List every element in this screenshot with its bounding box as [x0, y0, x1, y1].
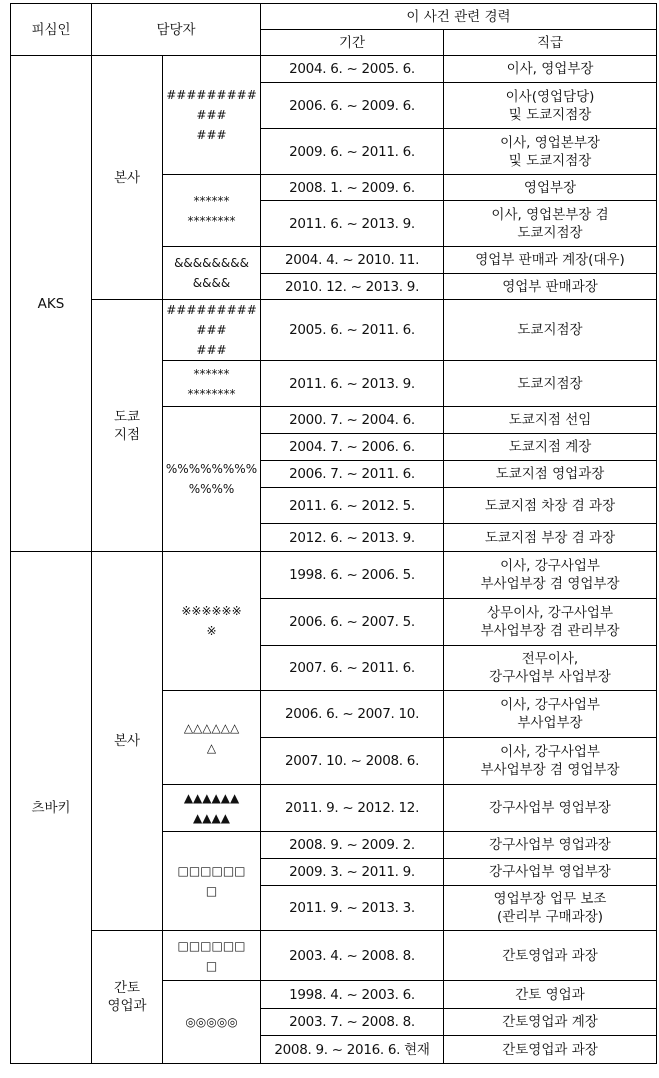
- respondent-cell-text: 츠바키: [31, 799, 71, 816]
- manager-symbol-cell: [163, 832, 261, 931]
- period-cell-text: 2006. 7. ~ 2011. 6.: [289, 466, 415, 482]
- position-cell-text: 전무이사, 강구사업부 사업부장: [489, 651, 611, 685]
- position-cell: [444, 56, 657, 83]
- period-cell: [261, 785, 444, 832]
- manager-symbol-cell-text: □□□□□□ □: [177, 938, 246, 973]
- position-cell: [444, 785, 657, 832]
- manager-symbol-cell-text: &&&&&&&& &&&&: [174, 256, 249, 290]
- period-cell: [261, 300, 444, 361]
- period-cell: [261, 646, 444, 691]
- position-cell: [444, 524, 657, 552]
- period-cell-text: 2011. 9. ~ 2012. 12.: [284, 800, 420, 816]
- position-cell-text: 간토 영업과: [515, 986, 585, 1003]
- period-cell-text: 2006. 6. ~ 2007. 5.: [289, 614, 415, 630]
- period-cell: [261, 552, 444, 599]
- period-cell-text: 1998. 6. ~ 2006. 5.: [289, 567, 415, 583]
- position-cell: [444, 488, 657, 524]
- manager-symbol-cell: [163, 931, 261, 981]
- period-cell: [261, 175, 444, 201]
- period-cell: [261, 247, 444, 274]
- position-cell: [444, 274, 657, 300]
- position-cell-text: 도쿄지점 부장 겸 과장: [484, 529, 616, 546]
- position-cell: [444, 599, 657, 646]
- position-cell-text: 도쿄지점장: [517, 375, 583, 392]
- position-cell: [444, 931, 657, 981]
- respondent-cell-text: AKS: [37, 295, 65, 312]
- position-cell-text: 간토영업과 계장: [502, 1014, 598, 1030]
- position-cell-text: 이사, 영업부장: [506, 61, 594, 77]
- table-row: [11, 931, 657, 981]
- position-cell: [444, 175, 657, 201]
- period-cell-text: 2008. 9. ~ 2016. 6. 현재: [274, 1041, 430, 1058]
- position-cell: [444, 886, 657, 931]
- period-cell: [261, 488, 444, 524]
- position-cell-text: 간토영업과 과장: [502, 947, 598, 964]
- position-cell-text: 도쿄지점 계장: [508, 439, 592, 455]
- period-cell: [261, 56, 444, 83]
- period-cell-text: 2003. 4. ~ 2008. 8.: [289, 947, 415, 964]
- table-row: [11, 56, 657, 83]
- period-cell-text: 2004. 7. ~ 2006. 6.: [289, 439, 415, 455]
- header-respondent: 피심인: [11, 4, 92, 56]
- position-cell: [444, 981, 657, 1009]
- period-cell-text: 2003. 7. ~ 2008. 8.: [289, 1014, 415, 1030]
- manager-symbol-cell-text: ****** ********: [187, 193, 236, 228]
- period-cell: [261, 1036, 444, 1064]
- period-cell-text: 2009. 6. ~ 2011. 6.: [289, 143, 415, 160]
- period-cell-text: 2008. 1. ~ 2009. 6.: [289, 179, 415, 196]
- period-cell: [261, 738, 444, 785]
- manager-symbol-cell-text: ◎◎◎◎◎: [185, 1015, 238, 1029]
- position-cell-text: 이사, 영업본부장 및 도쿄지점장: [500, 134, 600, 169]
- position-cell: [444, 361, 657, 407]
- position-cell: [444, 461, 657, 488]
- header-position: 직급: [444, 30, 657, 56]
- manager-symbol-cell-text: ▲▲▲▲▲▲ ▲▲▲▲: [183, 791, 240, 825]
- position-cell-text: 이사, 강구사업부 부사업부장: [500, 697, 600, 731]
- manager-symbol-cell: [163, 407, 261, 552]
- period-cell: [261, 1009, 444, 1036]
- position-cell: [444, 83, 657, 129]
- position-cell-text: 도쿄지점 차장 겸 과장: [484, 497, 616, 514]
- position-cell-text: 강구사업부 영업과장: [489, 837, 611, 853]
- division-cell-text: 본사: [113, 733, 141, 749]
- position-cell: [444, 300, 657, 361]
- division-cell-text: 도쿄 지점: [113, 408, 141, 443]
- position-cell-text: 영업부장: [523, 179, 577, 196]
- period-cell: [261, 361, 444, 407]
- period-cell-text: 2006. 6. ~ 2009. 6.: [289, 97, 415, 114]
- position-cell-text: 강구사업부 영업부장: [489, 864, 611, 880]
- period-cell: [261, 599, 444, 646]
- position-cell-text: 영업부 판매과장: [502, 278, 598, 295]
- period-cell: [261, 859, 444, 886]
- period-cell-text: 2011. 9. ~ 2013. 3.: [289, 900, 415, 916]
- period-cell: [261, 201, 444, 247]
- position-cell: [444, 129, 657, 175]
- period-cell: [261, 461, 444, 488]
- manager-symbol-cell: [163, 361, 261, 407]
- division-cell: [92, 56, 163, 300]
- position-cell: [444, 434, 657, 461]
- manager-symbol-cell: [163, 175, 261, 247]
- position-cell-text: 이사(영업담당) 및 도쿄지점장: [505, 88, 595, 123]
- position-cell-text: 도쿄지점 선임: [508, 412, 592, 428]
- header-period: 기간: [261, 30, 444, 56]
- manager-symbol-cell: [163, 247, 261, 300]
- manager-symbol-cell-text: ※※※※※※ ※: [181, 604, 242, 638]
- table-row: [11, 552, 657, 599]
- period-cell-text: 2008. 9. ~ 2009. 2.: [289, 837, 415, 853]
- position-cell: [444, 859, 657, 886]
- period-cell: [261, 981, 444, 1009]
- period-cell-text: 2009. 3. ~ 2011. 9.: [289, 864, 415, 880]
- position-cell: [444, 247, 657, 274]
- position-cell: [444, 407, 657, 434]
- division-cell: [92, 300, 163, 552]
- division-cell: [92, 931, 163, 1064]
- respondent-cell: [11, 552, 92, 1064]
- respondent-cell: [11, 56, 92, 552]
- position-cell-text: 영업부장 업무 보조 (관리부 구매과장): [493, 891, 607, 925]
- period-cell: [261, 931, 444, 981]
- period-cell-text: 2007. 10. ~ 2008. 6.: [284, 753, 420, 769]
- position-cell-text: 도쿄지점장: [517, 322, 583, 338]
- position-cell-text: 도쿄지점 영업과장: [495, 466, 605, 482]
- position-cell: [444, 1036, 657, 1064]
- position-cell-text: 간토영업과 과장: [502, 1041, 598, 1058]
- position-cell-text: 강구사업부 영업부장: [489, 800, 611, 816]
- position-cell-text: 이사, 강구사업부 부사업부장 겸 영업부장: [480, 744, 620, 778]
- position-cell: [444, 738, 657, 785]
- table-header: [11, 4, 657, 56]
- period-cell: [261, 274, 444, 300]
- position-cell: [444, 552, 657, 599]
- manager-symbol-cell-text: □□□□□□ □: [177, 864, 246, 898]
- period-cell-text: 1998. 4. ~ 2003. 6.: [289, 986, 415, 1003]
- period-cell-text: 2007. 6. ~ 2011. 6.: [289, 660, 415, 676]
- position-cell: [444, 1009, 657, 1036]
- position-cell-text: 상무이사, 강구사업부 부사업부장 겸 관리부장: [480, 605, 620, 639]
- period-cell-text: 2005. 6. ~ 2011. 6.: [289, 322, 415, 338]
- header-career: 이 사건 관련 경력: [261, 4, 657, 30]
- period-cell: [261, 886, 444, 931]
- division-cell: [92, 552, 163, 931]
- division-cell-text: 본사: [113, 169, 141, 186]
- career-table: [10, 3, 657, 1064]
- position-cell: [444, 832, 657, 859]
- period-cell: [261, 524, 444, 552]
- period-cell-text: 2010. 12. ~ 2013. 9.: [284, 278, 420, 295]
- position-cell-text: 이사, 영업본부장 겸 도쿄지점장: [491, 206, 609, 241]
- period-cell-text: 2011. 6. ~ 2013. 9.: [289, 375, 415, 392]
- manager-symbol-cell: [163, 691, 261, 785]
- period-cell: [261, 832, 444, 859]
- header-manager: 담당자: [92, 4, 261, 56]
- manager-symbol-cell-text: ****** ********: [187, 366, 236, 401]
- period-cell-text: 2006. 6. ~ 2007. 10.: [284, 706, 420, 722]
- period-cell: [261, 407, 444, 434]
- period-cell-text: 2000. 7. ~ 2004. 6.: [289, 412, 415, 428]
- period-cell-text: 2012. 6. ~ 2013. 9.: [289, 529, 415, 546]
- manager-symbol-cell: [163, 552, 261, 691]
- period-cell-text: 2004. 4. ~ 2010. 11.: [284, 252, 420, 268]
- table-row: [11, 300, 657, 361]
- manager-symbol-cell-text: %%%%%%%% %%%%: [165, 462, 258, 496]
- manager-symbol-cell-text: △△△△△△ △: [183, 720, 240, 755]
- period-cell-text: 2011. 6. ~ 2013. 9.: [289, 215, 415, 232]
- position-cell-text: 이사, 강구사업부 부사업부장 겸 영업부장: [480, 558, 620, 592]
- table-body: [11, 56, 657, 1064]
- period-cell-text: 2004. 6. ~ 2005. 6.: [289, 61, 415, 77]
- manager-symbol-cell: [163, 981, 261, 1064]
- period-cell: [261, 129, 444, 175]
- period-cell: [261, 434, 444, 461]
- period-cell-text: 2011. 6. ~ 2012. 5.: [289, 497, 415, 514]
- position-cell: [444, 646, 657, 691]
- manager-symbol-cell: [163, 300, 261, 361]
- period-cell: [261, 691, 444, 738]
- manager-symbol-cell: [163, 785, 261, 832]
- career-table-wrapper: [10, 3, 657, 1064]
- period-cell: [261, 83, 444, 129]
- position-cell: [444, 691, 657, 738]
- manager-symbol-cell: [163, 56, 261, 175]
- manager-symbol-cell-text: ############ ###: [166, 303, 257, 357]
- position-cell: [444, 201, 657, 247]
- division-cell-text: 간토 영업과: [107, 980, 147, 1014]
- manager-symbol-cell-text: ############ ###: [166, 88, 257, 142]
- position-cell-text: 영업부 판매과 계장(대우): [475, 252, 625, 268]
